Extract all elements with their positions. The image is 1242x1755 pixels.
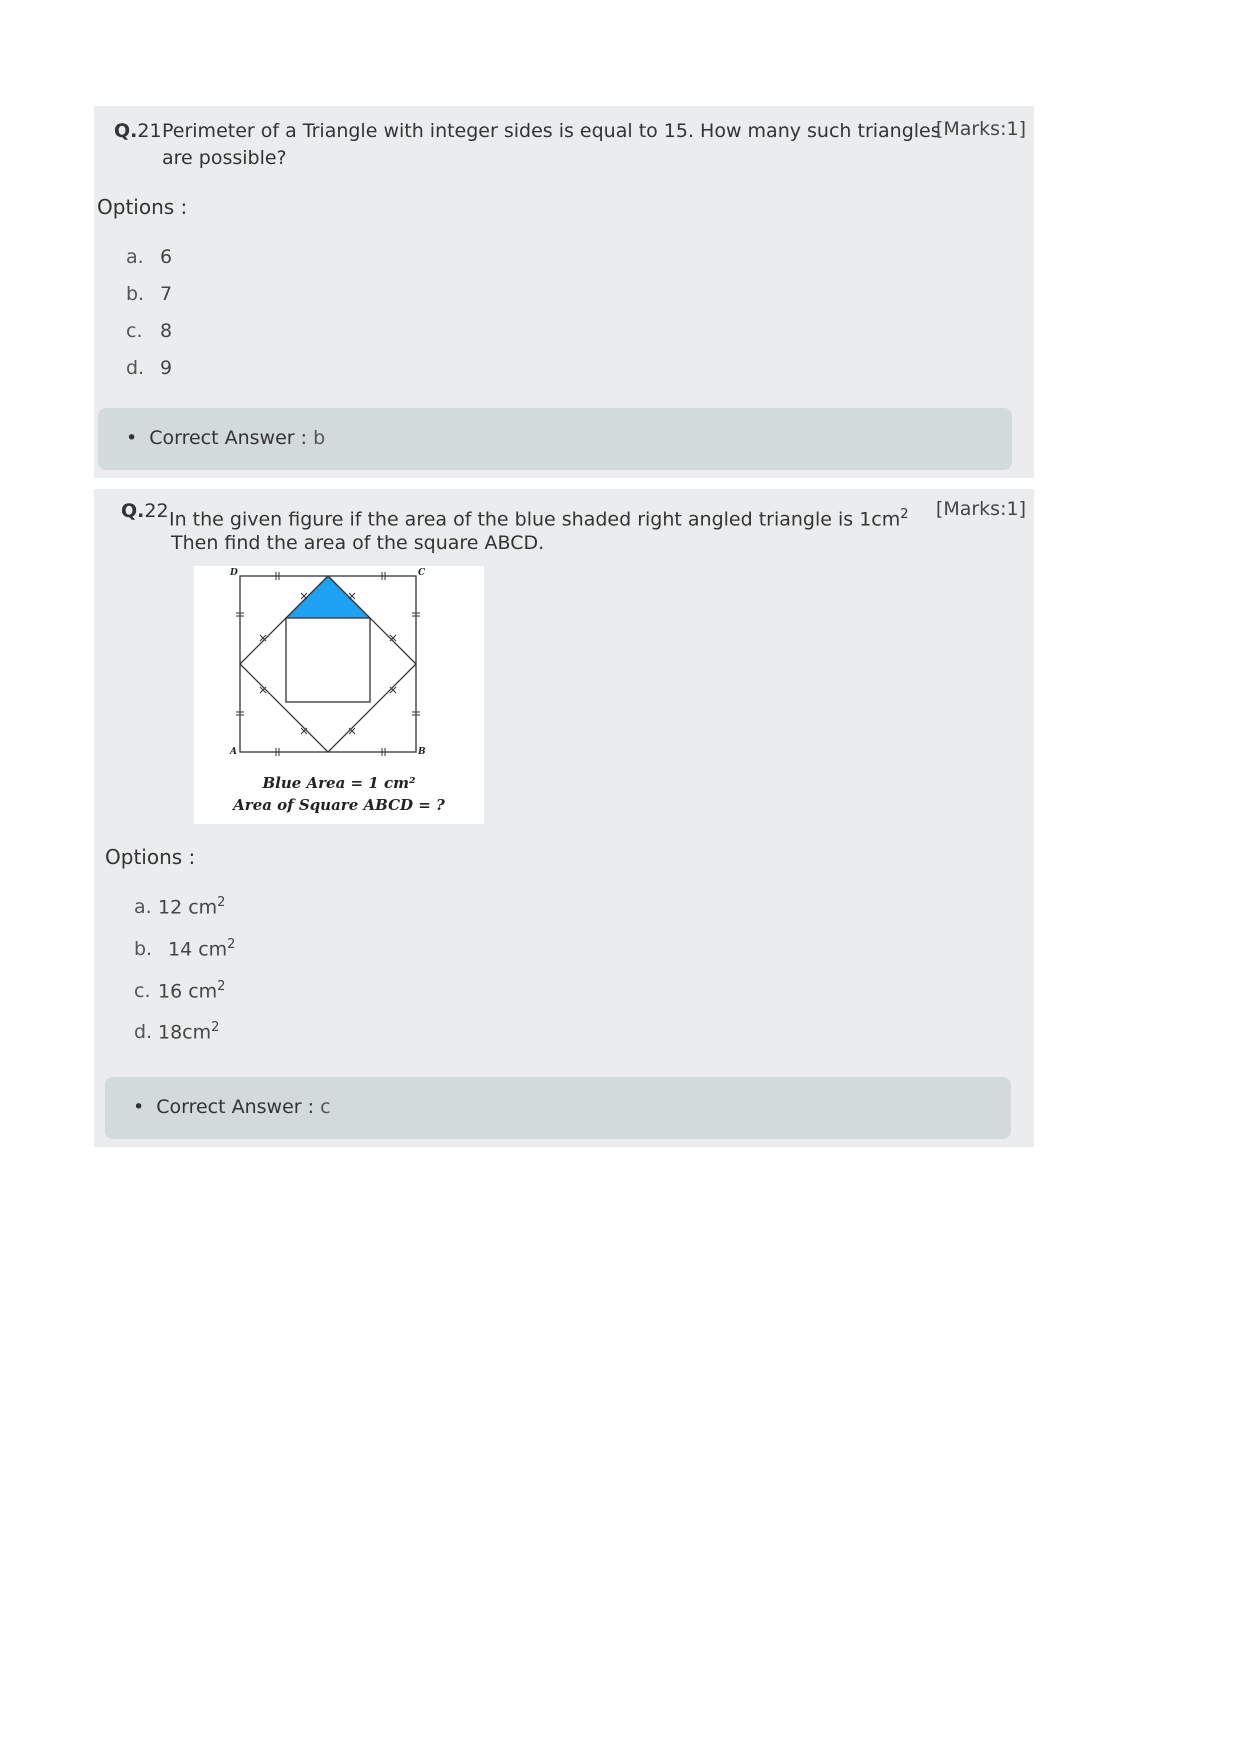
correct-answer-bar [105, 1077, 1011, 1139]
marks-label: [Marks:1] [935, 118, 1026, 140]
question-text: In the given figure if the area of the blue shaded right angled triangle is 1cm [169, 508, 901, 531]
option-letter: a. [134, 896, 152, 919]
correct-answer-value: b [313, 427, 326, 449]
bullet-icon: • [133, 1096, 145, 1118]
correct-answer-label: Correct Answer : [149, 427, 308, 449]
bullet-icon: • [126, 427, 138, 449]
option-letter: a. [126, 246, 144, 268]
superscript: 2 [227, 937, 236, 952]
option-b[interactable] [134, 937, 235, 960]
option-d[interactable] [126, 357, 172, 379]
option-letter: c. [134, 980, 151, 1003]
question-text-line2: Then find the area of the square ABCD. [171, 532, 545, 554]
option-value: 12 cm [158, 896, 218, 919]
option-letter: c. [126, 320, 143, 342]
option-c[interactable] [134, 979, 225, 1002]
question-number [121, 498, 169, 525]
options-title: Options : [97, 195, 188, 219]
blue-shaded-triangle [286, 576, 370, 618]
option-b[interactable] [126, 283, 172, 305]
label-b: B [418, 747, 426, 757]
marks-label: [Marks:1] [935, 498, 1026, 520]
figure-caption-line2: Area of Square ABCD = ? [233, 796, 445, 814]
option-value: 14 cm [168, 938, 228, 961]
figure-caption-line1: Blue Area = 1 cm² [262, 774, 416, 792]
question-text-line1 [169, 501, 909, 533]
superscript: 2 [900, 507, 909, 522]
option-letter: d. [126, 357, 145, 379]
option-a[interactable] [134, 895, 225, 918]
geometry-figure [194, 566, 484, 824]
superscript: 2 [217, 895, 226, 910]
question-number [114, 118, 162, 145]
correct-answer-bar [98, 408, 1012, 470]
question-text-line1: Perimeter of a Triangle with integer sides is equal to 15. How many such triangles [162, 120, 941, 142]
label-d: D [230, 568, 238, 578]
question-21-card [94, 106, 1034, 478]
label-a: A [230, 747, 237, 757]
question-prefix: Q. [121, 500, 145, 522]
option-c[interactable] [126, 320, 172, 342]
correct-answer-value: c [320, 1096, 331, 1118]
question-22-card [94, 489, 1034, 1147]
option-value: 16 cm [158, 980, 218, 1003]
option-value: 7 [160, 283, 173, 305]
question-number-value: 21 [137, 120, 162, 142]
option-value: 9 [160, 357, 173, 379]
option-d[interactable] [134, 1020, 219, 1043]
question-number-value: 22 [144, 500, 169, 522]
correct-answer-label: Correct Answer : [156, 1096, 315, 1118]
question-text-line2: are possible? [162, 147, 287, 169]
option-value: 6 [160, 246, 173, 268]
option-letter: b. [134, 938, 153, 961]
superscript: 2 [217, 979, 226, 994]
option-value: 18cm [158, 1021, 212, 1044]
option-letter: b. [126, 283, 145, 305]
option-value: 8 [160, 320, 173, 342]
label-c: C [418, 568, 426, 578]
inner-square [286, 618, 370, 702]
options-title: Options : [105, 845, 196, 869]
option-letter: d. [134, 1021, 153, 1044]
superscript: 2 [211, 1020, 220, 1035]
option-a[interactable] [126, 246, 172, 268]
question-prefix: Q. [114, 120, 138, 142]
